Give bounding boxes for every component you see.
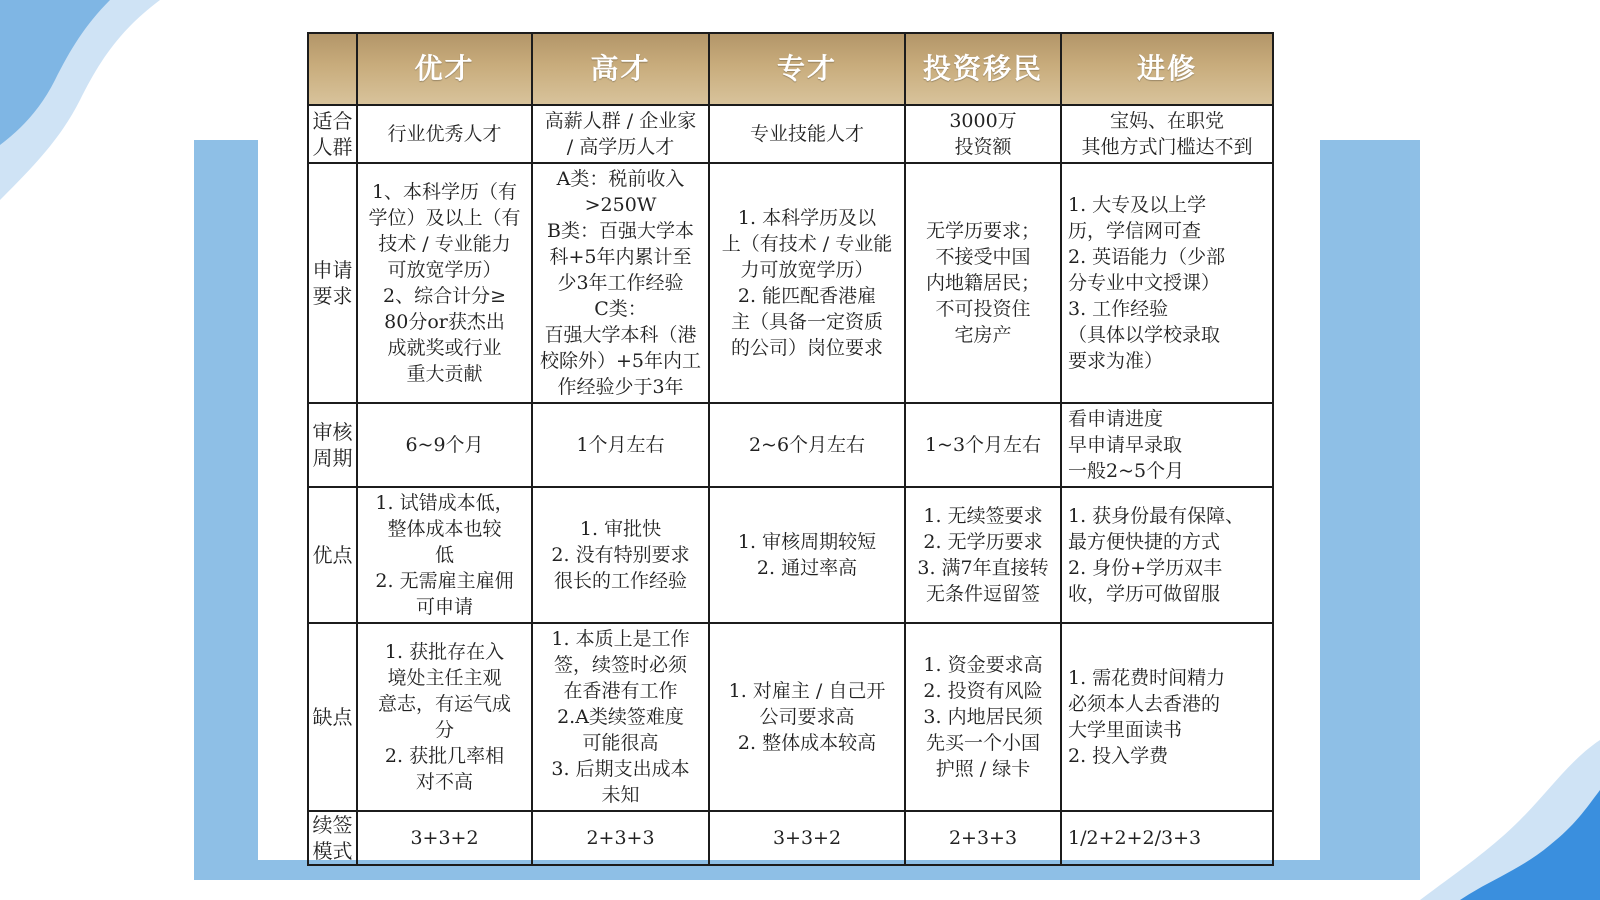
column-header-study: 进修 — [1061, 33, 1273, 105]
table-cell: 2+3+3 — [905, 811, 1061, 865]
corner-wave-top-left — [0, 0, 170, 200]
corner-wave-bottom-right — [1420, 740, 1600, 900]
row-header-suitable: 适合 人群 — [308, 105, 357, 163]
table-cell: 高薪人群 / 企业家 / 高学历人才 — [532, 105, 709, 163]
table-row-disadvantages — [308, 623, 1273, 811]
column-header-investment: 投资移民 — [905, 33, 1061, 105]
table-cell: 专业技能人才 — [709, 105, 905, 163]
table-cell: 1. 试错成本低， 整体成本也较 低 2. 无需雇主雇佣 可申请 — [357, 487, 532, 623]
corner-header-cell — [308, 33, 357, 105]
table-cell: 1. 对雇主 / 自己开 公司要求高 2. 整体成本较高 — [709, 623, 905, 811]
table-cell: 1个月左右 — [532, 403, 709, 487]
table-cell: 1/2+2+2/3+3 — [1061, 811, 1273, 865]
table-cell: 3+3+2 — [709, 811, 905, 865]
table-cell: 1. 获批存在入 境处主任主观 意志，有运气成 分 2. 获批几率相 对不高 — [357, 623, 532, 811]
table-cell: 3000万 投资额 — [905, 105, 1061, 163]
header-row — [308, 33, 1273, 105]
table-cell: 看申请进度 早申请早录取 一般2~5个月 — [1061, 403, 1273, 487]
table-cell: 1. 审批快 2. 没有特别要求 很长的工作经验 — [532, 487, 709, 623]
table-cell: 1. 大专及以上学 历，学信网可查 2. 英语能力（少部 分专业中文授课） 3. 工作经验 （具体以学校录取 要求为准） — [1061, 163, 1273, 403]
table-cell: 1. 需花费时间精力 必须本人去香港的 大学里面读书 2. 投入学费 — [1061, 623, 1273, 811]
table-cell: 1. 无续签要求 2. 无学历要求 3. 满7年直接转 无条件逗留签 — [905, 487, 1061, 623]
table-row-renewal — [308, 811, 1273, 865]
table-cell: 1~3个月左右 — [905, 403, 1061, 487]
table-cell: 1. 本质上是工作 签，续签时必须 在香港有工作 2.A类续签难度 可能很高 3. 后期支出成本 未知 — [532, 623, 709, 811]
table-cell: 1. 审核周期较短 2. 通过率高 — [709, 487, 905, 623]
table-cell: 1. 获身份最有保障、 最方便快捷的方式 2. 身份+学历双丰 收，学历可做留服 — [1061, 487, 1273, 623]
row-header-renewal: 续签 模式 — [308, 811, 357, 865]
column-header-gaocai: 高才 — [532, 33, 709, 105]
table-cell: 2~6个月左右 — [709, 403, 905, 487]
row-header-review-period: 审核 周期 — [308, 403, 357, 487]
column-header-youcai: 优才 — [357, 33, 532, 105]
table-row-requirements — [308, 163, 1273, 403]
table-cell: 行业优秀人才 — [357, 105, 532, 163]
table-cell: A类：税前收入 >250W B类：百强大学本 科+5年内累计至 少3年工作经验 C类： 百强大学本科（港 校除外）+5年内工 作经验少于3年 — [532, 163, 709, 403]
row-header-advantages: 优点 — [308, 487, 357, 623]
table-cell: 1. 本科学历及以 上（有技术 / 专业能 力可放宽学历） 2. 能匹配香港雇 主（具备一定资质 的公司）岗位要求 — [709, 163, 905, 403]
comparison-table — [307, 32, 1274, 866]
table-cell: 6~9个月 — [357, 403, 532, 487]
table-cell: 1、本科学历（有 学位）及以上（有 技术 / 专业能力 可放宽学历） 2、综合计分≥ 80分or获杰出 成就奖或行业 重大贡献 — [357, 163, 532, 403]
table-cell: 3+3+2 — [357, 811, 532, 865]
table-cell: 宝妈、在职党 其他方式门槛达不到 — [1061, 105, 1273, 163]
row-header-requirements: 申请 要求 — [308, 163, 357, 403]
table-cell: 无学历要求； 不接受中国 内地籍居民； 不可投资住 宅房产 — [905, 163, 1061, 403]
table-row-suitable — [308, 105, 1273, 163]
table-cell: 2+3+3 — [532, 811, 709, 865]
table-row-review-period — [308, 403, 1273, 487]
row-header-disadvantages: 缺点 — [308, 623, 357, 811]
column-header-zhuancai: 专才 — [709, 33, 905, 105]
table-cell: 1. 资金要求高 2. 投资有风险 3. 内地居民须 先买一个小国 护照 / 绿卡 — [905, 623, 1061, 811]
table-row-advantages — [308, 487, 1273, 623]
